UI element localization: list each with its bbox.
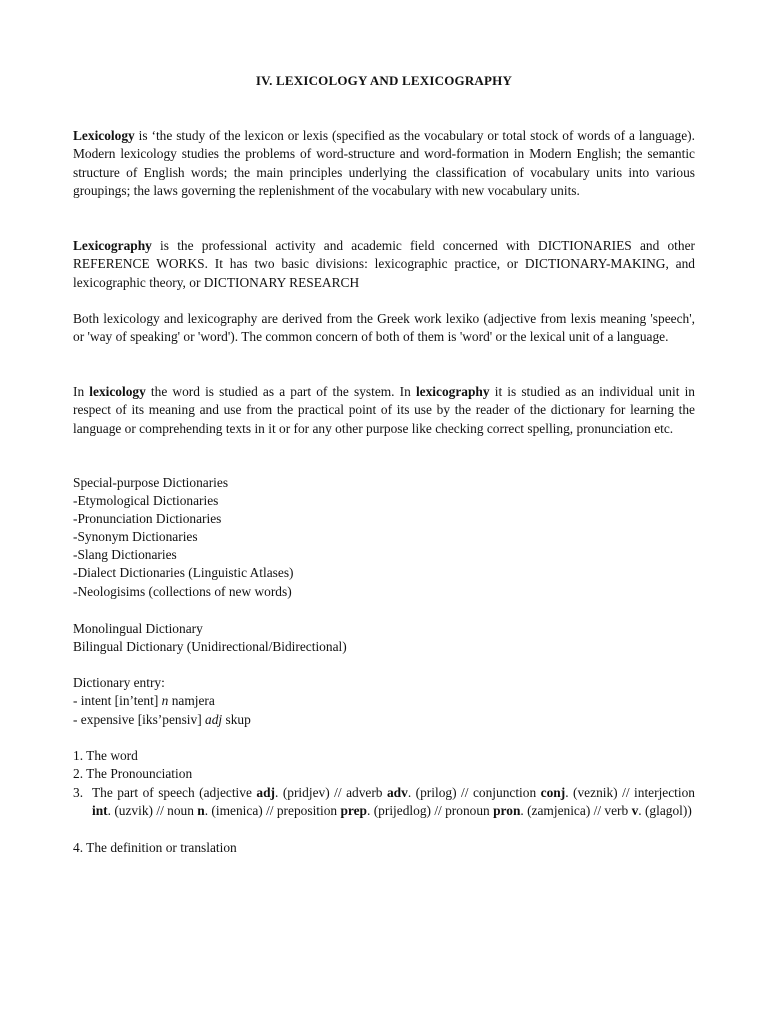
paragraph-comparison: [73, 383, 695, 438]
comparison-text-3: it is studied as an individual unit in respect of its meaning and use from the practical point of its use by the reader of the dictionary for learning the language or comprehending texts in it or for any other purpose like checking correct spelling, pronunciation etc.: [73, 384, 695, 436]
entry-example: - expensive [iks’pensiv] adj skup: [73, 712, 251, 727]
comparison-text-2: the word is studied as a part of the system. In: [145, 384, 416, 399]
dictionary-entry-label: Dictionary entry:: [73, 675, 165, 690]
numbered-item: 4. The definition or translation: [73, 840, 237, 855]
pos-abbrev: adj: [205, 712, 223, 727]
paragraph-origin: Both lexicology and lexicography are derived from the Greek work lexiko (adjective from lexis meaning 'speech', or 'way of speaking' or 'word'). The common concern of both of them is 'word' or the lexical unit of a language.: [73, 311, 695, 345]
term-lexicography: Lexicography: [73, 238, 152, 253]
paragraph-lexicography: [73, 237, 695, 292]
list-item: -Synonym Dictionaries: [73, 529, 198, 544]
numbered-item-part-of-speech: [73, 784, 695, 821]
paragraph-lexicography-text: is the professional activity and academic field concerned with DICTIONARIES and other REFERENCE WORKS. It has two basic divisions: lexicographic practice, or DICTIONARY-MAKING, and lexicographic theory, or DICTIONARY RESEARCH: [73, 238, 695, 290]
list-heading-special-purpose: Special-purpose Dictionaries: [73, 475, 229, 490]
monolingual-line: Monolingual Dictionary: [73, 621, 203, 636]
comparison-text-1: In: [73, 384, 90, 399]
bilingual-line: Bilingual Dictionary (Unidirectional/Bidirectional): [73, 639, 347, 654]
paragraph-lexicology-text: is ‘the study of the lexicon or lexis (specified as the vocabulary or total stock of words of a language). Modern lexicology studies the problems of word-structure and word-formation in Modern English; the semantic structure of English words; the main principles underlying the classification of vocabulary units into various groupings; the laws governing the replenishment of the vocabulary with new vocabulary units.: [73, 128, 695, 199]
list-item: -Etymological Dictionaries: [73, 493, 219, 508]
item-number: 3.: [73, 785, 84, 800]
numbered-item: 2. The Pronounciation: [73, 766, 193, 781]
term-lexicology: Lexicology: [73, 128, 135, 143]
entry-example: - intent [in’tent] n namjera: [73, 693, 215, 708]
pos-abbrev: n: [161, 693, 169, 708]
comparison-term-lexicography: lexicography: [415, 384, 490, 399]
list-item: -Dialect Dictionaries (Linguistic Atlases): [73, 565, 294, 580]
list-item: -Neologisims (collections of new words): [73, 584, 292, 599]
page-title: IV. LEXICOLOGY AND LEXICOGRAPHY: [255, 73, 513, 88]
list-item: -Slang Dictionaries: [73, 547, 177, 562]
part-of-speech-text: The part of speech (adjective adj. (pridjev) // adverb adv. (prilog) // conjunction conj. (veznik) // interjection int. (uzvik) // noun n. (imenica) // preposition prep. (prijedlog) // pronoun pron. (zamjenica) // verb v. (glagol)): [92, 785, 696, 819]
paragraph-lexicology: [73, 127, 695, 201]
comparison-term-lexicology: lexicology: [89, 384, 146, 399]
list-item: -Pronunciation Dictionaries: [73, 511, 222, 526]
numbered-item: 1. The word: [73, 748, 138, 763]
